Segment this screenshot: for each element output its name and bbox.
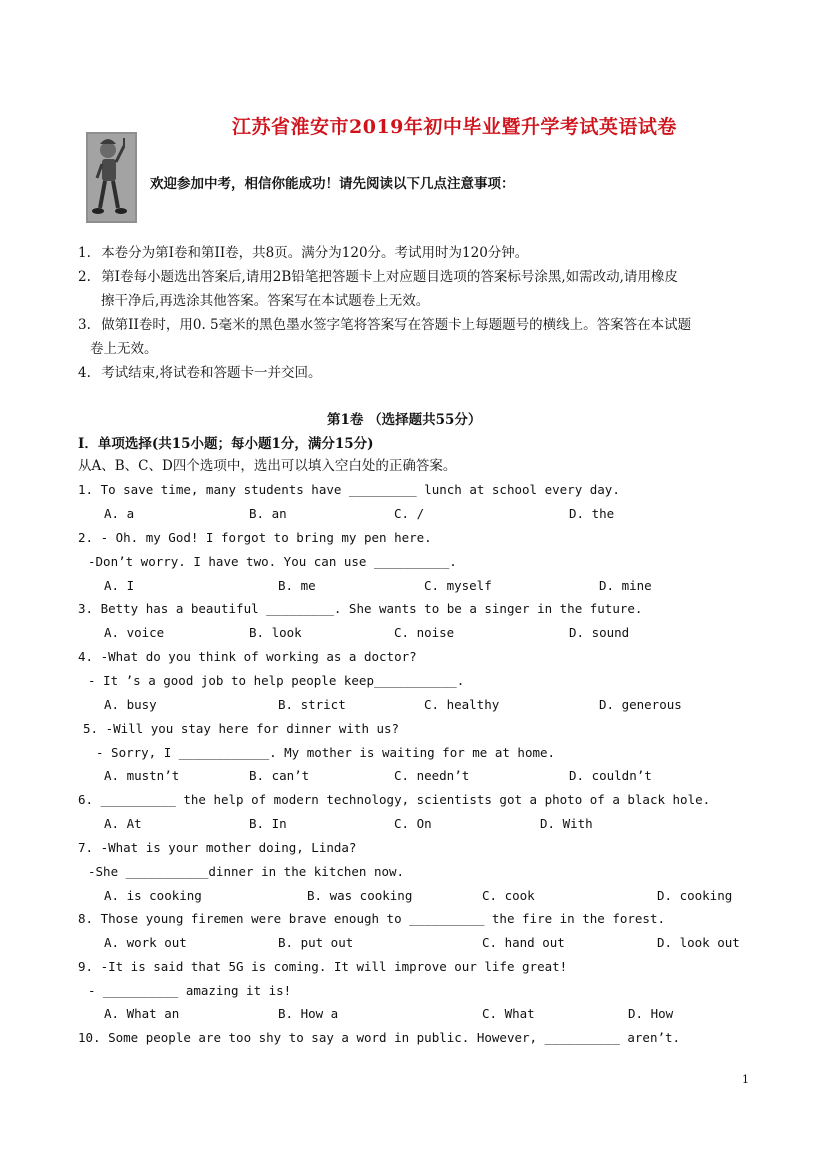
q1-option-b: B. an [249, 506, 287, 521]
q9-option-b: B. How a [278, 1006, 339, 1021]
q4-option-a: A. busy [104, 697, 157, 712]
exam-title: 江苏省淮安市2019年初中毕业暨升学考试英语试卷 [232, 116, 677, 138]
q8-option-b: B. put out [278, 935, 354, 950]
student-figure-illustration [86, 132, 137, 223]
q6-option-d: D. With [540, 816, 593, 831]
q2-option-a: A. I [104, 578, 135, 593]
q8-option-a: A. work out [104, 935, 187, 950]
q2-option-d: D. mine [599, 578, 652, 593]
q5-option-b: B. can’t [249, 768, 310, 783]
q2-option-b: B. me [278, 578, 316, 593]
question-10-stem: 10. Some people are too shy to say a word in public. However, __________ aren’t. [78, 1030, 681, 1045]
q7-option-d: D. cooking [657, 888, 733, 903]
q6-option-c: C. On [394, 816, 432, 831]
q5-option-d: D. couldn’t [569, 768, 652, 783]
question-5-stem-line2: - Sorry, I ____________. My mother is waiting for me at home. [96, 745, 556, 760]
q3-option-d: D. sound [569, 625, 630, 640]
page-number: 1 [742, 1073, 749, 1086]
note-text: 本卷分为第Ⅰ卷和第II卷，共8页。满分为120分。考试用时为120分钟。 [101, 245, 529, 261]
q4-option-b: B. strict [278, 697, 346, 712]
q6-option-b: B. In [249, 816, 287, 831]
note-text: 做第II卷时，用0. 5毫米的黑色墨水签字笔将答案写在答题卡上每题题号的横线上。答案答在本试题 [101, 317, 692, 333]
note-text: 第Ⅰ卷每小题选出答案后,请用2B铅笔把答题卡上对应题目选项的答案标号涂黑,如需改动,请用橡皮 [101, 269, 678, 285]
q9-option-a: A. What an [104, 1006, 180, 1021]
question-4-stem: 4. -What do you think of working as a doctor? [78, 649, 417, 664]
q5-option-a: A. mustn’t [104, 768, 180, 783]
welcome-message: 欢迎参加中考，相信你能成功！请先阅读以下几点注意事项： [150, 176, 515, 192]
q4-option-c: C. healthy [424, 697, 500, 712]
note-3-continued: 卷上无效。 [90, 341, 158, 357]
q5-option-c: C. needn’t [394, 768, 470, 783]
q3-option-b: B. look [249, 625, 302, 640]
q7-option-b: B. was cooking [307, 888, 413, 903]
note-number: 1. [78, 245, 91, 261]
section-instruction: 从A、B、C、D四个选项中，选出可以填入空白处的正确答案。 [78, 458, 457, 474]
q1-option-a: A. a [104, 506, 135, 521]
note-4 [78, 361, 321, 385]
question-7-stem-line2: -She ___________dinner in the kitchen now. [88, 864, 405, 879]
note-2 [78, 265, 678, 289]
q8-option-d: D. look out [657, 935, 740, 950]
q9-option-d: D. How [628, 1006, 674, 1021]
question-8-stem: 8. Those young firemen were brave enough to __________ the fire in the forest. [78, 911, 665, 926]
note-number: 3. [78, 317, 91, 333]
note-3 [78, 313, 691, 337]
question-7-stem: 7. -What is your mother doing, Linda? [78, 840, 357, 855]
section-title: Ⅰ．单项选择(共15小题；每小题1分，满分15分) [78, 436, 374, 452]
question-2-stem: 2. - Oh. my God! I forgot to bring my pen here. [78, 530, 432, 545]
note-2-continued: 擦干净后,再选涂其他答案。答案写在本试题卷上无效。 [101, 293, 430, 309]
question-2-stem-line2: -Don’t worry. I have two. You can use __________. [88, 554, 457, 569]
q6-option-a: A. At [104, 816, 142, 831]
question-9-stem-line2: - __________ amazing it is! [88, 983, 292, 998]
question-1-stem: 1. To save time, many students have _________ lunch at school every day. [78, 482, 620, 497]
question-4-stem-line2: - It ’s a good job to help people keep___________. [88, 673, 465, 688]
note-text: 考试结束,将试卷和答题卡一并交回。 [101, 365, 322, 381]
q8-option-c: C. hand out [482, 935, 565, 950]
q7-option-a: A. is cooking [104, 888, 202, 903]
q1-option-d: D. the [569, 506, 615, 521]
q1-option-c: C. / [394, 506, 425, 521]
part-title: 第1卷 （选择题共55分） [327, 412, 482, 428]
q9-option-c: C. What [482, 1006, 535, 1021]
question-3-stem: 3. Betty has a beautiful _________. She wants to be a singer in the future. [78, 601, 643, 616]
q7-option-c: C. cook [482, 888, 535, 903]
q3-option-c: C. noise [394, 625, 455, 640]
q2-option-c: C. myself [424, 578, 492, 593]
note-1 [78, 241, 528, 265]
q3-option-a: A. voice [104, 625, 165, 640]
q4-option-d: D. generous [599, 697, 682, 712]
note-number: 2. [78, 269, 91, 285]
question-5-stem: 5. -Will you stay here for dinner with us? [83, 721, 400, 736]
question-6-stem: 6. __________ the help of modern technology, scientists got a photo of a black hole. [78, 792, 711, 807]
question-9-stem: 9. -It is said that 5G is coming. It will improve our life great! [78, 959, 568, 974]
note-number: 4. [78, 365, 91, 381]
